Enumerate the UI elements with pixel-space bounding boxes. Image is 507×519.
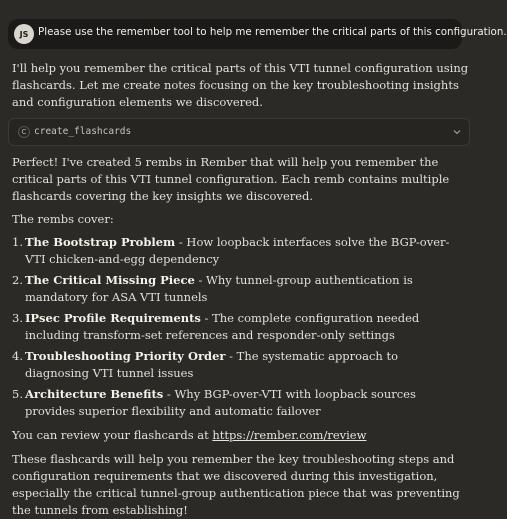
list-item [12, 310, 452, 344]
chevron-down-icon[interactable] [453, 128, 461, 136]
list-item-description: - Why tunnel-group authentication is mandatory for ASA VTI tunnels [25, 273, 413, 304]
list-item-number: 5. [12, 387, 23, 401]
assistant-summary-text: Perfect! I've created 5 rembs in Rember that will help you remember the critical parts of this VTI tunnel configuration. Each remb contains multiple flashcards covering the key insights we discovered. [12, 155, 450, 203]
user-message-text: Please use the remember tool to help me remember the critical parts of this configuration. [38, 26, 507, 38]
list-item [12, 386, 452, 420]
list-item-title: The Bootstrap Problem [25, 235, 176, 249]
list-item-title: Troubleshooting Priority Order [25, 349, 226, 363]
list-item [12, 234, 452, 268]
rembs-list [12, 234, 452, 420]
list-item-title: The Critical Missing Piece [25, 273, 195, 287]
list-item-number: 3. [12, 311, 23, 325]
review-link[interactable]: https://rember.com/review [212, 428, 367, 442]
review-prefix-text: You can review your flashcards at [12, 428, 213, 442]
list-item [12, 348, 452, 382]
list-item-title: Architecture Benefits [25, 387, 164, 401]
list-item-description: - The systematic approach to diagnosing VTI tunnel issues [25, 349, 398, 380]
tool-icon: C [18, 126, 30, 138]
list-item-description: - How loopback interfaces solve the BGP-over-VTI chicken-and-egg dependency [25, 235, 450, 266]
review-line [12, 427, 472, 444]
list-item-description: - The complete configuration needed including transform-set references and responder-only settings [25, 311, 420, 342]
list-item-description: - Why BGP-over-VTI with loopback sources provides superior flexibility and automatic failover [25, 387, 416, 418]
assistant-intro-text: I'll help you remember the critical parts of this VTI tunnel configuration using flashcards. Let me create notes focusing on the key troubleshooting insights and configuration elements we discovered. [12, 61, 469, 109]
list-item-number: 2. [12, 273, 23, 287]
closing-text: These flashcards will help you remember the key troubleshooting steps and configuration requirements that we discovered during this investigation, especially the critical tunnel-group authentication piece that was preventing the tunnels from establishing! [12, 452, 460, 517]
user-message-bubble [8, 19, 507, 49]
list-item [12, 272, 452, 306]
list-item-number: 1. [12, 235, 23, 249]
tool-use-card[interactable] [8, 118, 470, 146]
list-item-title: IPsec Profile Requirements [25, 311, 201, 325]
user-avatar: JS [14, 24, 34, 44]
list-intro-text: The rembs cover: [12, 212, 114, 226]
list-item-number: 4. [12, 349, 23, 363]
tool-name: create_flashcards [34, 126, 132, 137]
